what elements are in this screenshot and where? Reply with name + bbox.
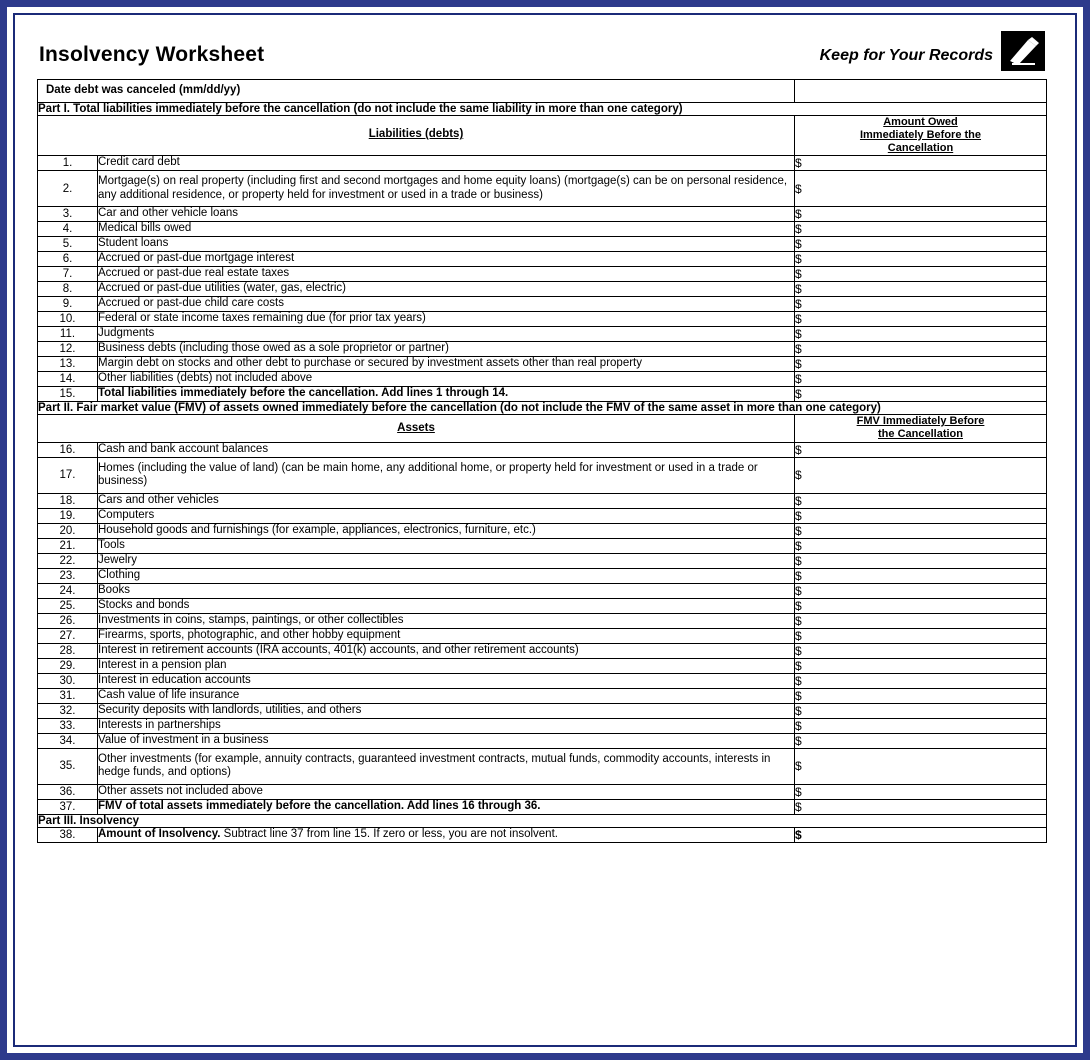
part2-amount-header-line1: FMV Immediately Before — [856, 415, 985, 428]
line-number: 34. — [38, 733, 98, 748]
line-number: 18. — [38, 493, 98, 508]
line-amount-input[interactable]: $ — [795, 342, 1047, 357]
table-row — [38, 553, 1047, 568]
line-amount-input[interactable]: $ — [795, 508, 1047, 523]
part3-band-label: Part III. Insolvency — [38, 814, 1047, 827]
line-amount-input[interactable]: $ — [795, 643, 1047, 658]
line-number: 16. — [38, 442, 98, 457]
line-amount-input[interactable]: $ — [795, 718, 1047, 733]
line-number: 1. — [38, 156, 98, 171]
table-row — [38, 252, 1047, 267]
table-row — [38, 538, 1047, 553]
line-description: Jewelry — [98, 553, 795, 568]
line-description: Margin debt on stocks and other debt to purchase or secured by investment assets other than real property — [98, 357, 795, 372]
table-row — [38, 282, 1047, 297]
table-row — [38, 613, 1047, 628]
line-amount-input[interactable]: $ — [795, 703, 1047, 718]
line-amount-input[interactable]: $ — [795, 553, 1047, 568]
line-description: Interest in education accounts — [98, 673, 795, 688]
line-amount-input[interactable]: $ — [795, 733, 1047, 748]
line-description: Medical bills owed — [98, 222, 795, 237]
line-number: 12. — [38, 342, 98, 357]
date-canceled-row — [38, 80, 1047, 103]
line-amount-input[interactable]: $ — [795, 207, 1047, 222]
line-description: Security deposits with landlords, utilities, and others — [98, 703, 795, 718]
table-row — [38, 171, 1047, 207]
line-number: 37. — [38, 799, 98, 814]
line-amount-input[interactable]: $ — [795, 282, 1047, 297]
table-row — [38, 493, 1047, 508]
part2-desc-header — [38, 415, 795, 442]
line-number: 27. — [38, 628, 98, 643]
table-row — [38, 267, 1047, 282]
table-row — [38, 508, 1047, 523]
line-description: Investments in coins, stamps, paintings, or other collectibles — [98, 613, 795, 628]
header-right-group — [820, 41, 1045, 71]
line-description: Tools — [98, 538, 795, 553]
line-description: Value of investment in a business — [98, 733, 795, 748]
line-amount-input[interactable]: $ — [795, 387, 1047, 402]
line-number: 20. — [38, 523, 98, 538]
line-amount-input[interactable]: $ — [795, 357, 1047, 372]
line-amount-input[interactable]: $ — [795, 784, 1047, 799]
line-number: 21. — [38, 538, 98, 553]
line-number: 28. — [38, 643, 98, 658]
line-description: Other investments (for example, annuity contracts, guaranteed investment contracts, mutual funds, commodity accounts, interests in hedge funds, and options) — [98, 748, 795, 784]
table-row — [38, 673, 1047, 688]
line-description: Interest in retirement accounts (IRA accounts, 401(k) accounts, and other retirement accounts) — [98, 643, 795, 658]
keep-for-records-note: Keep for Your Records — [819, 47, 993, 64]
line-description: Homes (including the value of land) (can be main home, any additional home, or property held for investment or used in a trade or business) — [98, 457, 795, 493]
line-description: Student loans — [98, 237, 795, 252]
page-title: Insolvency Worksheet — [39, 43, 265, 66]
line-description — [98, 827, 795, 842]
line-number: 8. — [38, 282, 98, 297]
line-description: Accrued or past-due utilities (water, gas, electric) — [98, 282, 795, 297]
line-number: 35. — [38, 748, 98, 784]
line-amount-input[interactable]: $ — [795, 523, 1047, 538]
line-description: Computers — [98, 508, 795, 523]
table-row — [38, 237, 1047, 252]
line-description: Household goods and furnishings (for example, appliances, electronics, furniture, etc.) — [98, 523, 795, 538]
line-amount-input[interactable]: $ — [795, 457, 1047, 493]
line-amount-input[interactable]: $ — [795, 688, 1047, 703]
table-row — [38, 688, 1047, 703]
part1-desc-header-text: Liabilities (debts) — [368, 128, 464, 141]
part2-desc-header-text: Assets — [397, 421, 435, 434]
line-amount-input[interactable]: $ — [795, 442, 1047, 457]
line-number: 23. — [38, 568, 98, 583]
part3-band — [38, 814, 1047, 827]
part2-amount-header-line2: the Cancellation — [878, 428, 963, 441]
table-row — [38, 748, 1047, 784]
part1-band — [38, 102, 1047, 115]
insolvency-instruction: Subtract line 37 from line 15. If zero or less, you are not insolvent. — [220, 828, 558, 841]
part1-amount-header-line2: Immediately Before the — [859, 128, 982, 141]
part1-band-label: Part I. Total liabilities immediately before the cancellation (do not include the same liability in more than one category) — [38, 102, 1047, 115]
line-amount-input[interactable]: $ — [795, 568, 1047, 583]
line-number: 30. — [38, 673, 98, 688]
part1-amount-header — [795, 115, 1047, 156]
line-amount-input[interactable]: $ — [795, 222, 1047, 237]
line-description: Total liabilities immediately before the cancellation. Add lines 1 through 14. — [98, 387, 795, 402]
line-amount-input[interactable]: $ — [795, 267, 1047, 282]
line-number: 13. — [38, 357, 98, 372]
table-row — [38, 703, 1047, 718]
line-amount-input[interactable]: $ — [795, 598, 1047, 613]
line-description: Firearms, sports, photographic, and other hobby equipment — [98, 628, 795, 643]
line-number: 33. — [38, 718, 98, 733]
line-amount-input[interactable]: $ — [795, 827, 1047, 842]
table-row — [38, 457, 1047, 493]
line-description: Business debts (including those owed as a sole proprietor or partner) — [98, 342, 795, 357]
line-amount-input[interactable]: $ — [795, 613, 1047, 628]
line-number: 32. — [38, 703, 98, 718]
line-description: Other assets not included above — [98, 784, 795, 799]
line-amount-input[interactable]: $ — [795, 748, 1047, 784]
part1-amount-header-line1: Amount Owed — [883, 115, 958, 128]
line-description: Judgments — [98, 327, 795, 342]
table-row — [38, 568, 1047, 583]
line-number: 11. — [38, 327, 98, 342]
worksheet-table — [37, 79, 1047, 843]
line-number: 25. — [38, 598, 98, 613]
line-description: Clothing — [98, 568, 795, 583]
line-amount-input[interactable]: $ — [795, 327, 1047, 342]
date-canceled-label: Date debt was canceled (mm/dd/yy) — [38, 80, 795, 103]
line-number: 15. — [38, 387, 98, 402]
pen-writing-icon — [1001, 31, 1045, 71]
line-description: Other liabilities (debts) not included above — [98, 372, 795, 387]
line-description: Accrued or past-due child care costs — [98, 297, 795, 312]
table-row — [38, 733, 1047, 748]
line-amount-input[interactable]: $ — [795, 312, 1047, 327]
table-row — [38, 372, 1047, 387]
table-row — [38, 297, 1047, 312]
line-description: Cars and other vehicles — [98, 493, 795, 508]
line-number: 6. — [38, 252, 98, 267]
insolvency-worksheet — [37, 29, 1047, 843]
line-amount-input[interactable]: $ — [795, 372, 1047, 387]
line-description: Books — [98, 583, 795, 598]
line-number: 22. — [38, 553, 98, 568]
line-amount-input[interactable]: $ — [795, 799, 1047, 814]
line-description: Interest in a pension plan — [98, 658, 795, 673]
line-amount-input[interactable]: $ — [795, 628, 1047, 643]
table-row — [38, 598, 1047, 613]
line-description: Accrued or past-due real estate taxes — [98, 267, 795, 282]
line-amount-input[interactable]: $ — [795, 538, 1047, 553]
part1-column-headers — [38, 115, 1047, 156]
table-row — [38, 583, 1047, 598]
line-number: 5. — [38, 237, 98, 252]
part1-desc-header — [38, 115, 795, 156]
table-row — [38, 718, 1047, 733]
table-row — [38, 628, 1047, 643]
line-description: FMV of total assets immediately before the cancellation. Add lines 16 through 36. — [98, 799, 795, 814]
line-number: 2. — [38, 171, 98, 207]
part1-amount-header-line3: Cancellation — [887, 141, 954, 154]
insolvency-label: Amount of Insolvency. — [98, 828, 221, 841]
line-number: 36. — [38, 784, 98, 799]
line-number: 31. — [38, 688, 98, 703]
table-row — [38, 156, 1047, 171]
line-number: 24. — [38, 583, 98, 598]
line-description: Cash value of life insurance — [98, 688, 795, 703]
line-amount-input[interactable]: $ — [795, 673, 1047, 688]
table-row — [38, 207, 1047, 222]
line-number: 7. — [38, 267, 98, 282]
table-row — [38, 222, 1047, 237]
line-number: 38. — [38, 827, 98, 842]
line-number: 17. — [38, 457, 98, 493]
line-number: 26. — [38, 613, 98, 628]
table-row — [38, 312, 1047, 327]
part2-column-headers — [38, 415, 1047, 442]
line-description: Interests in partnerships — [98, 718, 795, 733]
line-description: Mortgage(s) on real property (including first and second mortgages and home equity loans) (mortgage(s) can be on personal residence, any additional residence, or property held for investment or used in a trade or business) — [98, 171, 795, 207]
table-row — [38, 442, 1047, 457]
table-row — [38, 784, 1047, 799]
line-description: Accrued or past-due mortgage interest — [98, 252, 795, 267]
part2-band — [38, 402, 1047, 415]
line-description: Stocks and bonds — [98, 598, 795, 613]
line-amount-input[interactable]: $ — [795, 237, 1047, 252]
line-description: Cash and bank account balances — [98, 442, 795, 457]
table-row-insolvency — [38, 827, 1047, 842]
line-description: Federal or state income taxes remaining due (for prior tax years) — [98, 312, 795, 327]
line-amount-input[interactable]: $ — [795, 171, 1047, 207]
line-amount-input[interactable]: $ — [795, 583, 1047, 598]
line-description: Car and other vehicle loans — [98, 207, 795, 222]
table-row — [38, 523, 1047, 538]
line-amount-input[interactable]: $ — [795, 252, 1047, 267]
line-amount-input[interactable]: $ — [795, 493, 1047, 508]
line-number: 19. — [38, 508, 98, 523]
line-number: 14. — [38, 372, 98, 387]
table-row-total — [38, 387, 1047, 402]
part2-band-label: Part II. Fair market value (FMV) of assets owned immediately before the cancellation (do not include the FMV of the same asset in more than one category) — [38, 402, 1047, 415]
worksheet-header — [37, 29, 1047, 79]
line-amount-input[interactable]: $ — [795, 658, 1047, 673]
line-number: 9. — [38, 297, 98, 312]
line-amount-input[interactable]: $ — [795, 297, 1047, 312]
line-number: 3. — [38, 207, 98, 222]
table-row — [38, 342, 1047, 357]
line-number: 10. — [38, 312, 98, 327]
table-row — [38, 327, 1047, 342]
table-row-total — [38, 799, 1047, 814]
line-number: 4. — [38, 222, 98, 237]
line-amount-input[interactable]: $ — [795, 156, 1047, 171]
date-canceled-input[interactable] — [795, 80, 1047, 103]
document-page — [13, 13, 1077, 1047]
table-row — [38, 357, 1047, 372]
table-row — [38, 643, 1047, 658]
part2-amount-header — [795, 415, 1047, 442]
table-row — [38, 658, 1047, 673]
line-number: 29. — [38, 658, 98, 673]
line-description: Credit card debt — [98, 156, 795, 171]
